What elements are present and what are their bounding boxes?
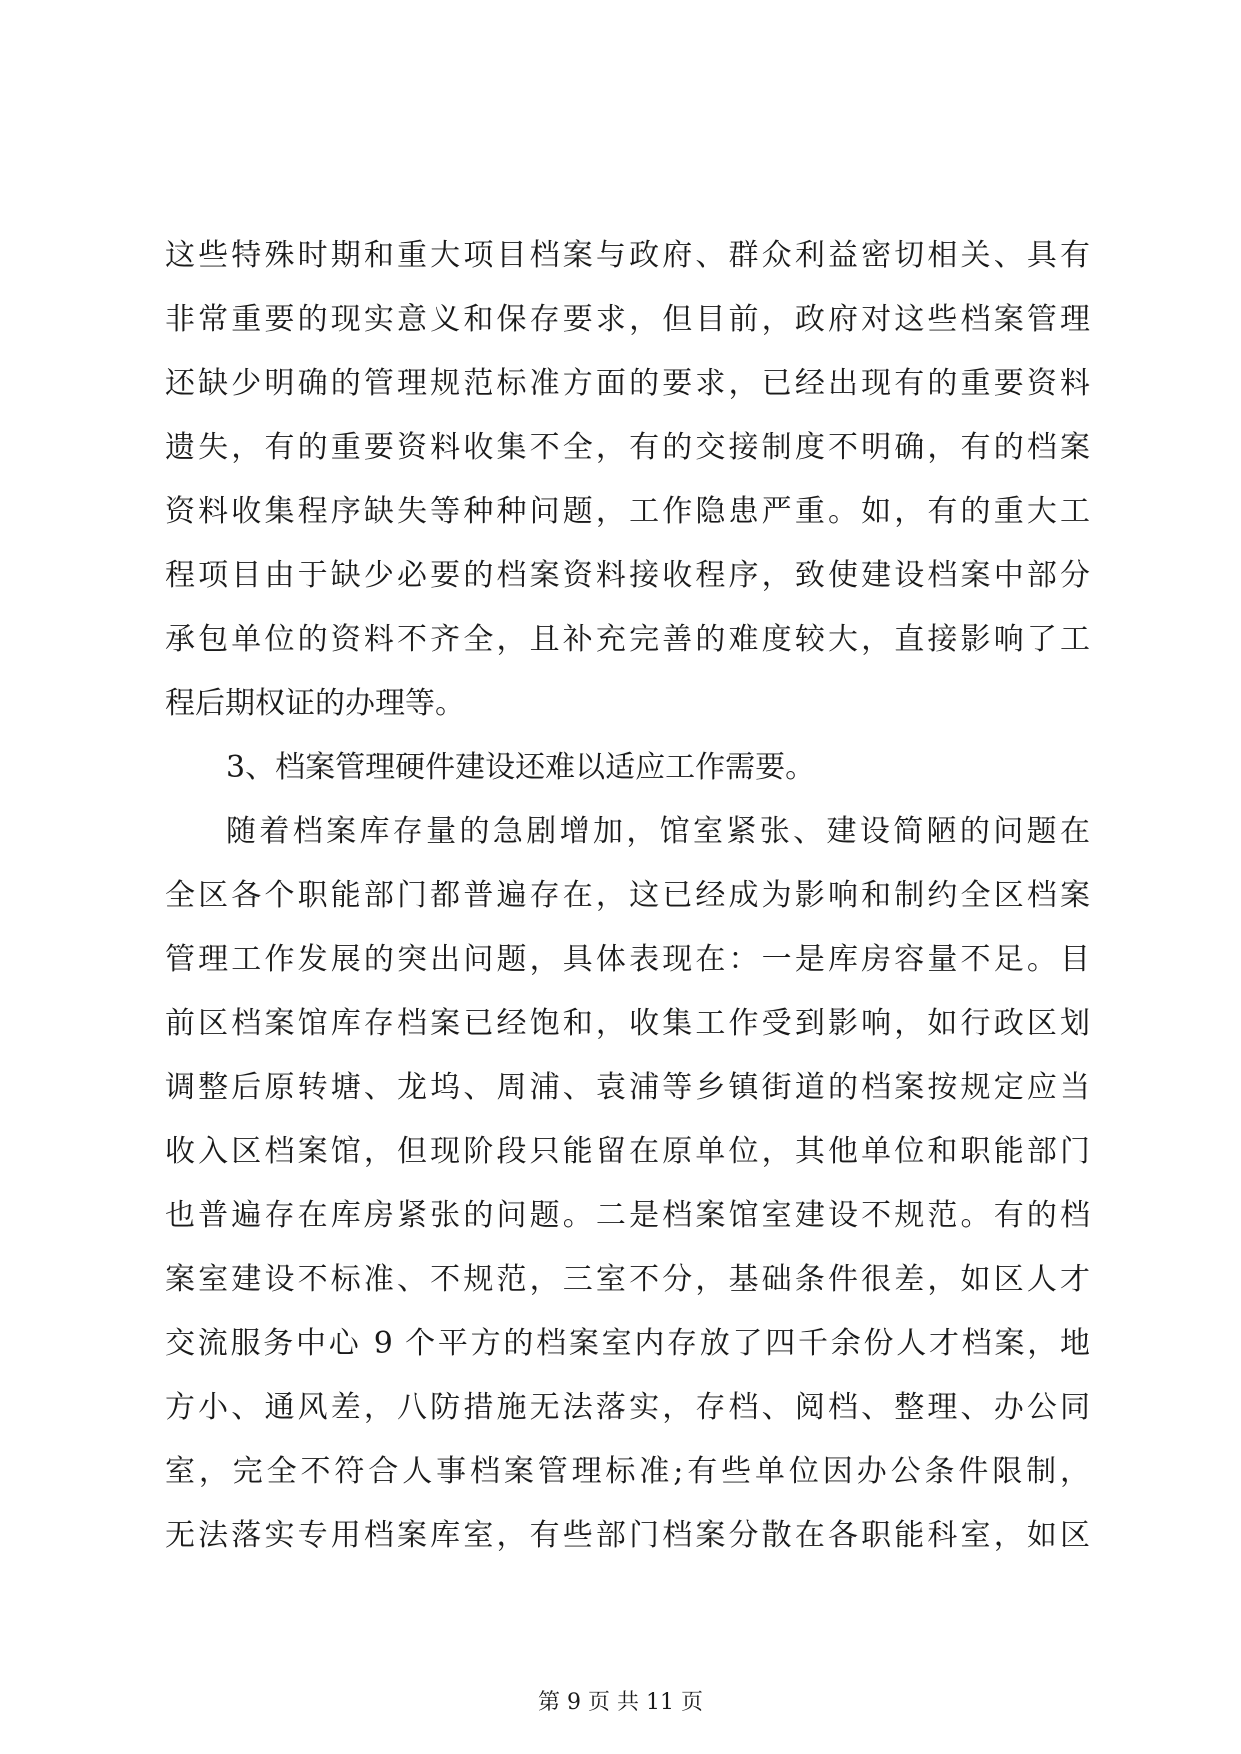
text-line: 非常重要的现实意义和保存要求，但目前，政府对这些档案管理 bbox=[165, 302, 1090, 337]
text-line: 室，完全不符合人事档案管理标准;有些单位因办公条件限制， bbox=[165, 1454, 1090, 1489]
text-line: 资料收集程序缺失等种种问题，工作隐患严重。如，有的重大工 bbox=[165, 494, 1090, 529]
text-line: 无法落实专用档案库室，有些部门档案分散在各职能科室，如区 bbox=[165, 1518, 1090, 1553]
text-line: 方小、通风差，八防措施无法落实，存档、阅档、整理、办公同 bbox=[165, 1390, 1090, 1425]
text-line: 调整后原转塘、龙坞、周浦、袁浦等乡镇街道的档案按规定应当 bbox=[165, 1070, 1090, 1105]
text-line: 收入区档案馆，但现阶段只能留在原单位，其他单位和职能部门 bbox=[165, 1134, 1090, 1169]
text-line: 还缺少明确的管理规范标准方面的要求，已经出现有的重要资料 bbox=[165, 366, 1090, 401]
text-line: 随着档案库存量的急剧增加，馆室紧张、建设简陋的问题在 bbox=[226, 814, 1090, 849]
text-line: 遗失，有的重要资料收集不全，有的交接制度不明确，有的档案 bbox=[165, 430, 1090, 465]
text-line: 前区档案馆库存档案已经饱和，收集工作受到影响，如行政区划 bbox=[165, 1006, 1090, 1041]
text-line: 交流服务中心 9 个平方的档案室内存放了四千余份人才档案，地 bbox=[165, 1326, 1090, 1361]
text-line: 承包单位的资料不齐全，且补充完善的难度较大，直接影响了工 bbox=[165, 622, 1090, 657]
text-line: 程项目由于缺少必要的档案资料接收程序，致使建设档案中部分 bbox=[165, 558, 1090, 593]
body-text bbox=[165, 224, 1090, 1568]
section-heading: 3、档案管理硬件建设还难以适应工作需要。 bbox=[226, 750, 816, 785]
text-line: 全区各个职能部门都普遍存在，这已经成为影响和制约全区档案 bbox=[165, 878, 1090, 913]
text-line: 管理工作发展的突出问题，具体表现在：一是库房容量不足。目 bbox=[165, 942, 1090, 977]
page-footer: 第 9 页 共 11 页 bbox=[538, 1690, 703, 1715]
text-line: 案室建设不标准、不规范，三室不分，基础条件很差，如区人才 bbox=[165, 1262, 1090, 1297]
text-line: 程后期权证的办理等。 bbox=[165, 686, 465, 721]
text-line: 这些特殊时期和重大项目档案与政府、群众利益密切相关、具有 bbox=[165, 238, 1090, 273]
text-line: 也普遍存在库房紧张的问题。二是档案馆室建设不规范。有的档 bbox=[165, 1198, 1090, 1233]
